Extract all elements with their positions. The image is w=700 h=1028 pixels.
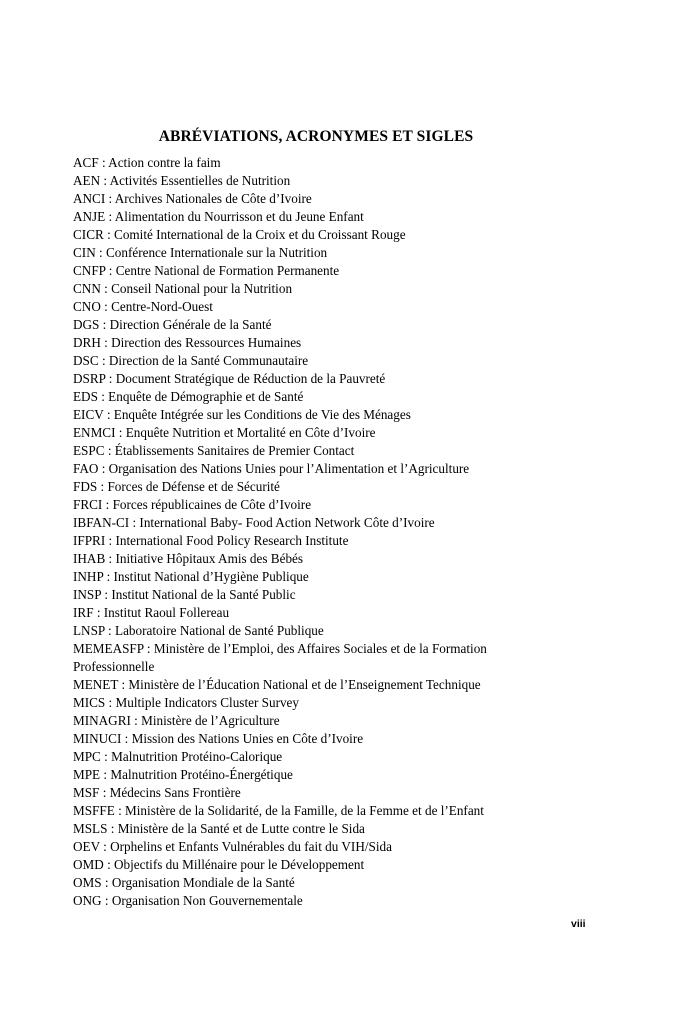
abbreviation-entry: IHAB : Initiative Hôpitaux Amis des Bébés: [73, 551, 304, 566]
abbreviation-entry: CNFP : Centre National de Formation Permanente: [73, 263, 340, 278]
abbreviation-entry: ESPC : Établissements Sanitaires de Premier Contact: [73, 443, 355, 458]
abbreviation-entry: MICS : Multiple Indicators Cluster Survey: [73, 695, 300, 710]
abbreviation-entry: EDS : Enquête de Démographie et de Santé: [73, 389, 304, 404]
abbreviation-entry: OEV : Orphelins et Enfants Vulnérables du fait du VIH/Sida: [73, 839, 392, 854]
abbreviation-entry: IBFAN-CI : International Baby- Food Action Network Côte d’Ivoire: [73, 515, 435, 530]
abbreviation-entry: EICV : Enquête Intégrée sur les Conditions de Vie des Ménages: [73, 407, 411, 422]
abbreviation-entry: ANJE : Alimentation du Nourrisson et du Jeune Enfant: [73, 209, 364, 224]
abbreviation-entry: CICR : Comité International de la Croix et du Croissant Rouge: [73, 227, 406, 242]
abbreviation-entry: MENET : Ministère de l’Éducation National et de l’Enseignement Technique: [73, 677, 481, 692]
abbreviation-entry: LNSP : Laboratoire National de Santé Publique: [73, 623, 324, 638]
abbreviation-entry: INHP : Institut National d’Hygiène Publique: [73, 569, 309, 584]
abbreviation-entry: AEN : Activités Essentielles de Nutrition: [73, 173, 291, 188]
abbreviation-entry: DRH : Direction des Ressources Humaines: [73, 335, 302, 350]
abbreviation-entry: CNO : Centre-Nord-Ouest: [73, 299, 213, 314]
abbreviation-entry: CNN : Conseil National pour la Nutrition: [73, 281, 293, 296]
abbreviation-entry: DGS : Direction Générale de la Santé: [73, 317, 272, 332]
abbreviation-entry: DSC : Direction de la Santé Communautaire: [73, 353, 309, 368]
abbreviation-entry: MSLS : Ministère de la Santé et de Lutte contre le Sida: [73, 821, 365, 836]
abbreviation-entry: IFPRI : International Food Policy Research Institute: [73, 533, 349, 548]
abbreviation-entry: MPE : Malnutrition Protéino-Énergétique: [73, 767, 293, 782]
abbreviation-entry: MINUCI : Mission des Nations Unies en Côte d’Ivoire: [73, 731, 364, 746]
abbreviation-entry: ENMCI : Enquête Nutrition et Mortalité en Côte d’Ivoire: [73, 425, 376, 440]
page-number: viii: [571, 918, 586, 930]
abbreviation-list: [73, 154, 507, 910]
abbreviation-entry: MSF : Médecins Sans Frontière: [73, 785, 241, 800]
page-title: ABRÉVIATIONS, ACRONYMES ET SIGLES: [158, 128, 474, 146]
abbreviation-entry: MSFFE : Ministère de la Solidarité, de la Famille, de la Femme et de l’Enfant: [73, 803, 484, 818]
abbreviation-entry: ACF : Action contre la faim: [73, 155, 221, 170]
abbreviation-entry: INSP : Institut National de la Santé Public: [73, 587, 296, 602]
abbreviation-entry: DSRP : Document Stratégique de Réduction de la Pauvreté: [73, 371, 386, 386]
abbreviation-entry: FDS : Forces de Défense et de Sécurité: [73, 479, 280, 494]
abbreviation-entry: MEMEASFP : Ministère de l’Emploi, des Affaires Sociales et de la Formation Professionnelle: [73, 641, 487, 674]
abbreviation-entry: FAO : Organisation des Nations Unies pour l’Alimentation et l’Agriculture: [73, 461, 470, 476]
abbreviation-entry: MINAGRI : Ministère de l’Agriculture: [73, 713, 280, 728]
abbreviation-entry: MPC : Malnutrition Protéino-Calorique: [73, 749, 283, 764]
abbreviation-entry: OMS : Organisation Mondiale de la Santé: [73, 875, 295, 890]
abbreviation-entry: ONG : Organisation Non Gouvernementale: [73, 893, 303, 908]
abbreviation-entry: ANCI : Archives Nationales de Côte d’Ivoire: [73, 191, 312, 206]
abbreviation-entry: OMD : Objectifs du Millénaire pour le Développement: [73, 857, 365, 872]
abbreviation-entry: CIN : Conférence Internationale sur la Nutrition: [73, 245, 328, 260]
abbreviation-entry: IRF : Institut Raoul Follereau: [73, 605, 230, 620]
abbreviation-entry: FRCI : Forces républicaines de Côte d’Ivoire: [73, 497, 312, 512]
